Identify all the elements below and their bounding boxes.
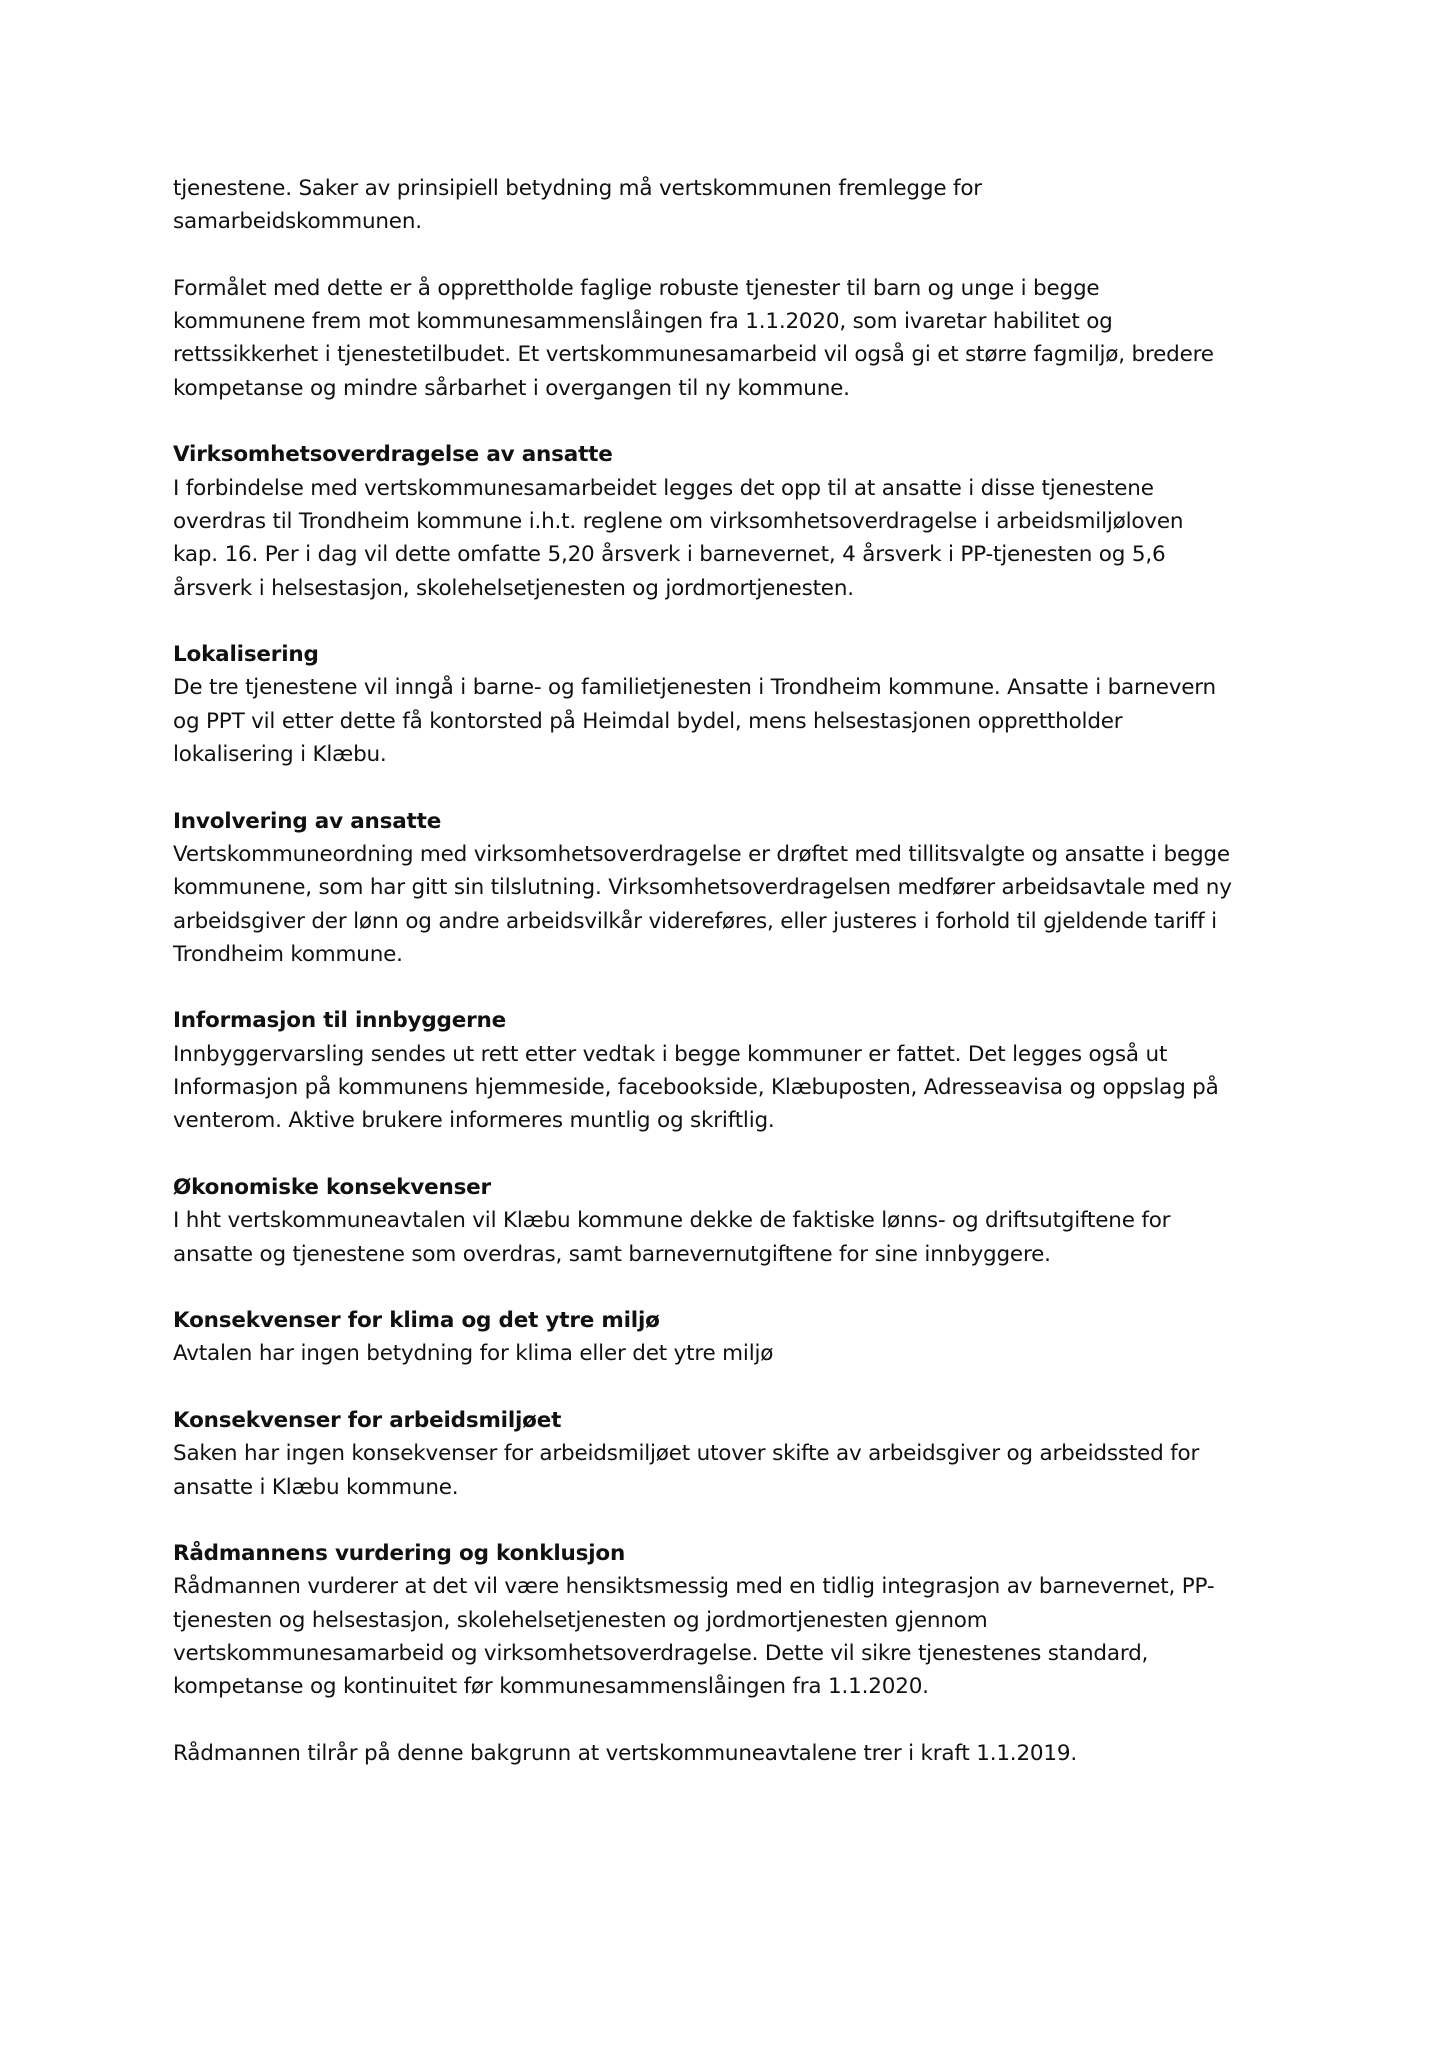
text-line: Avtalen har ingen betydning for klima eller det ytre miljø — [173, 1341, 774, 1367]
section-body — [173, 472, 1283, 605]
text-line: vertskommunesamarbeid og virksomhetsoverdragelse. Dette vil sikre tjenestenes standard, — [173, 1641, 1149, 1667]
text-line: Rådmannen tilrår på denne bakgrunn at vertskommuneavtalene trer i kraft 1.1.2019. — [173, 1740, 1077, 1766]
text-line: tjenesten og helsestasjon, skolehelsetjenesten og jordmortjenesten gjennom — [173, 1607, 988, 1633]
text-line: og PPT vil etter dette få kontorsted på Heimdal bydel, mens helsestasjonen opprettholder — [173, 708, 1123, 734]
text-line: I forbindelse med vertskommunesamarbeidet legges det opp til at ansatte i disse tjenestene — [173, 475, 1154, 501]
paragraph-gap — [173, 405, 1283, 438]
section-klima — [173, 1304, 1283, 1371]
section-heading: Rådmannens vurdering og konklusjon — [173, 1541, 626, 1567]
section-heading: Virksomhetsoverdragelse av ansatte — [173, 442, 613, 468]
section-heading: Konsekvenser for arbeidsmiljøet — [173, 1407, 562, 1433]
paragraph-gap — [173, 1371, 1283, 1404]
text-line: kommunene, som har gitt sin tilslutning. Virksomhetsoverdragelsen medfører arbeidsavtale med ny — [173, 875, 1232, 901]
text-line: lokalisering i Klæbu. — [173, 742, 387, 768]
section-body — [173, 1570, 1283, 1703]
section-heading: Økonomiske konsekvenser — [173, 1174, 491, 1200]
closing-paragraph — [173, 1737, 1283, 1770]
paragraph-gap — [173, 1271, 1283, 1304]
section-body — [173, 1337, 1283, 1370]
section-informasjon — [173, 1004, 1283, 1137]
text-line: Saken har ingen konsekvenser for arbeidsmiljøet utover skifte av arbeidsgiver og arbeidssted for — [173, 1441, 1200, 1467]
text-line: overdras til Trondheim kommune i.h.t. reglene om virksomhetsoverdragelse i arbeidsmiljøloven — [173, 508, 1184, 534]
section-body — [173, 1437, 1283, 1504]
text-line: I hht vertskommuneavtalen vil Klæbu kommune dekke de faktiske lønns- og driftsutgiftene for — [173, 1208, 1171, 1234]
section-body — [173, 1204, 1283, 1271]
text-line: kap. 16. Per i dag vil dette omfatte 5,20 årsverk i barnevernet, 4 årsverk i PP-tjenesten og 5,6 — [173, 542, 1166, 568]
text-line: kompetanse og kontinuitet før kommunesammenslåingen fra 1.1.2020. — [173, 1674, 929, 1700]
section-radmannens-vurdering — [173, 1537, 1283, 1703]
section-body — [173, 671, 1283, 771]
text-line: Trondheim kommune. — [173, 941, 403, 967]
text-line: arbeidsgiver der lønn og andre arbeidsvilkår videreføres, eller justeres i forhold til gjeldende tariff i — [173, 908, 1217, 934]
intro-paragraph — [173, 172, 1283, 239]
section-heading: Informasjon til innbyggerne — [173, 1008, 507, 1034]
paragraph-gap — [173, 1138, 1283, 1171]
text-line: kommunene frem mot kommunesammenslåingen fra 1.1.2020, som ivaretar habilitet og — [173, 309, 1113, 335]
text-line: venterom. Aktive brukere informeres muntlig og skriftlig. — [173, 1108, 775, 1134]
paragraph-gap — [173, 1704, 1283, 1737]
text-line: årsverk i helsestasjon, skolehelsetjenesten og jordmortjenesten. — [173, 575, 854, 601]
section-okonomiske — [173, 1171, 1283, 1271]
paragraph-gap — [173, 239, 1283, 272]
text-line: ansatte i Klæbu kommune. — [173, 1474, 459, 1500]
purpose-paragraph — [173, 272, 1283, 405]
text-line: Rådmannen vurderer at det vil være hensiktsmessig med en tidlig integrasjon av barnevernet, PP- — [173, 1574, 1215, 1600]
section-heading: Involvering av ansatte — [173, 808, 442, 834]
text-line: Formålet med dette er å opprettholde faglige robuste tjenester til barn og unge i begge — [173, 275, 1100, 301]
text-line: kompetanse og mindre sårbarhet i overgangen til ny kommune. — [173, 375, 850, 401]
text-line: ansatte og tjenestene som overdras, samt barnevernutgiftene for sine innbyggere. — [173, 1241, 1051, 1267]
section-heading: Konsekvenser for klima og det ytre miljø — [173, 1308, 660, 1334]
paragraph-gap — [173, 1504, 1283, 1537]
section-involvering — [173, 805, 1283, 971]
text-line: Vertskommuneordning med virksomhetsoverdragelse er drøftet med tillitsvalgte og ansatte i begge — [173, 841, 1230, 867]
text-line: De tre tjenestene vil inngå i barne- og familietjenesten i Trondheim kommune. Ansatte i barnevern — [173, 675, 1216, 701]
paragraph-gap — [173, 605, 1283, 638]
section-heading: Lokalisering — [173, 642, 319, 668]
section-lokalisering — [173, 638, 1283, 771]
paragraph-gap — [173, 771, 1283, 804]
text-line: tjenestene. Saker av prinsipiell betydning må vertskommunen fremlegge for — [173, 176, 982, 201]
paragraph-gap — [173, 971, 1283, 1004]
document-body — [173, 172, 1283, 1770]
section-virksomhetsoverdragelse — [173, 438, 1283, 604]
text-line: Innbyggervarsling sendes ut rett etter vedtak i begge kommuner er fattet. Det legges også ut — [173, 1041, 1168, 1067]
text-line: Informasjon på kommunens hjemmeside, facebookside, Klæbuposten, Adresseavisa og oppslag på — [173, 1075, 1219, 1101]
text-line: rettssikkerhet i tjenestetilbudet. Et vertskommunesamarbeid vil også gi et større fagmiljø, bredere — [173, 342, 1214, 368]
section-body — [173, 838, 1283, 971]
section-arbeidsmiljo — [173, 1404, 1283, 1504]
section-body — [173, 1038, 1283, 1138]
text-line: samarbeidskommunen. — [173, 209, 422, 235]
